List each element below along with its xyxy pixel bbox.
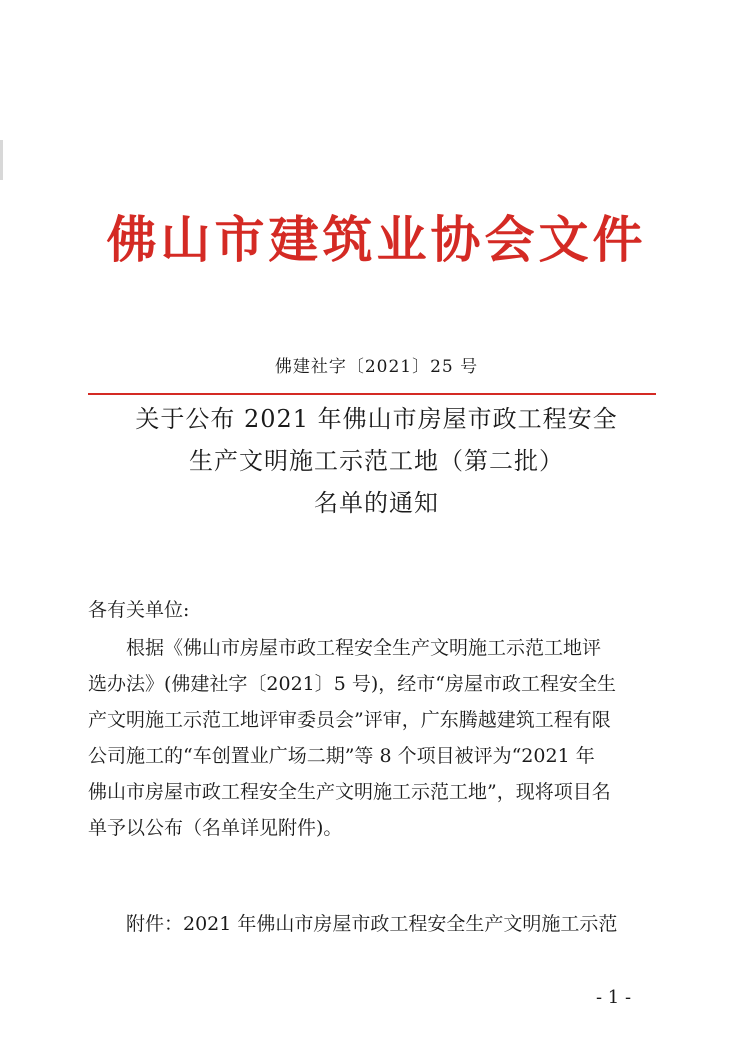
body-line: 产文明施工示范工地评审委员会”评审，广东腾越建筑工程有限	[88, 709, 611, 731]
red-divider-rule	[88, 393, 656, 395]
title-line-2: 生产文明施工示范工地（第二批）	[189, 447, 564, 475]
page-number: - 1 -	[596, 987, 632, 1008]
body-line: 佛山市房屋市政工程安全生产文明施工示范工地”，现将项目名	[88, 781, 611, 803]
document-masthead: 佛山市建筑业协会文件	[106, 210, 647, 269]
body-line: 根据《佛山市房屋市政工程安全生产文明施工示范工地评	[126, 637, 602, 659]
scan-artifact	[0, 140, 3, 180]
body-paragraph	[88, 630, 656, 846]
document-number: 佛建社字〔2021〕25 号	[274, 357, 479, 377]
body-line: 单予以公布（名单详见附件)。	[88, 817, 343, 839]
attachment-note: 附件：2021 年佛山市房屋市政工程安全生产文明施工示范	[126, 913, 618, 935]
title-line-1: 关于公布 2021 年佛山市房屋市政工程安全	[135, 405, 618, 433]
document-title	[0, 398, 753, 524]
body-line: 选办法》(佛建社字〔2021〕5 号)，经市“房屋市政工程安全生	[88, 673, 617, 695]
title-line-3: 名单的通知	[314, 489, 439, 517]
body-line: 公司施工的“车创置业广场二期”等 8 个项目被评为“2021 年	[88, 745, 595, 767]
salutation: 各有关单位:	[88, 599, 190, 621]
